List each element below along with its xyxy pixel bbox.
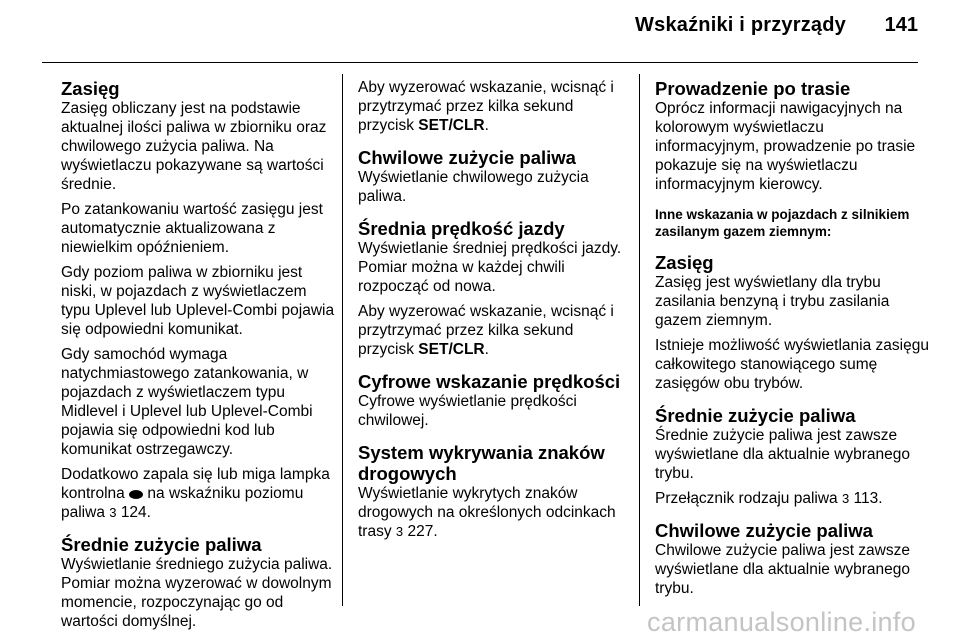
- subheading: Inne wskazania w pojazdach z silnikiem zasilanym gazem ziemnym:: [655, 207, 910, 239]
- column-2: [358, 78, 633, 553]
- section-heading: Prowadzenie po trasie: [655, 78, 851, 99]
- section-cng-note: [655, 206, 930, 240]
- header-title: Wskaźniki i przyrządy: [635, 14, 846, 36]
- column-3: [655, 78, 930, 610]
- page-reference-icon: 3: [841, 491, 850, 506]
- section-instant-consumption: [358, 147, 633, 206]
- page-reference-link[interactable]: 113.: [853, 490, 883, 507]
- paragraph: Wyświetlanie średniej prędkości jazdy. Pomiar można w każdej chwili rozpocząć od nowa.: [358, 240, 622, 295]
- period: .: [484, 341, 489, 358]
- set-clr-button-label: SET/CLR: [418, 341, 485, 358]
- section-heading: Chwilowe zużycie paliwa: [655, 520, 873, 541]
- page-reference-icon: 3: [395, 524, 404, 539]
- section-traffic-sign-assistant: [358, 442, 633, 541]
- section-digital-speed: [358, 371, 633, 430]
- section-cng-instant-consumption: [655, 520, 930, 598]
- section-heading: Zasięg: [61, 78, 120, 99]
- section-heading: Cyfrowe wskazanie prędkości: [358, 371, 621, 392]
- section-heading: Średnie zużycie paliwa: [61, 534, 262, 555]
- page-number: 141: [884, 14, 918, 36]
- column-1: [61, 78, 336, 643]
- paragraph: [358, 78, 633, 135]
- paragraph: Zasięg obliczany jest na podstawie aktualnej ilości paliwa w zbiorniku oraz chwilowego zużycia paliwa. Na wyświetlaczu pokazywane są wartości średnie.: [61, 100, 327, 193]
- paragraph: Istnieje możliwość wyświetlania zasięgu całkowitego stanowiącego sumę zasięgów obu trybów.: [655, 337, 929, 392]
- column-divider: [639, 74, 640, 606]
- watermark: carmanualsonline.info: [647, 607, 916, 637]
- column-divider: [342, 74, 343, 606]
- page-reference-link[interactable]: 227.: [407, 523, 438, 540]
- period: .: [484, 117, 489, 134]
- paragraph: Wyświetlanie średniego zużycia paliwa. Pomiar można wyzerować w dowolnym momencie, rozpoczynając go od wartości domyślnej.: [61, 556, 333, 630]
- paragraph-text: Przełącznik rodzaju paliwa: [655, 490, 838, 507]
- paragraph: [358, 302, 633, 359]
- paragraph: [358, 484, 633, 541]
- section-range: [61, 78, 336, 522]
- section-average-speed: [358, 218, 633, 359]
- paragraph-text: Dodatkowo zapala się lub miga lampka kontrolna: [61, 466, 330, 502]
- paragraph: Po zatankowaniu wartość zasięgu jest automatycznie aktualizowana z niewielkim opóźnieniem.: [61, 201, 323, 256]
- section-route-guidance: [655, 78, 930, 194]
- paragraph: Cyfrowe wyświetlanie prędkości chwilowej.: [358, 393, 577, 429]
- page-reference-link[interactable]: 124.: [120, 504, 151, 521]
- section-heading: Średnie zużycie paliwa: [655, 405, 856, 426]
- paragraph-text: Aby wyzerować wskazanie, wcisnąć i przytrzymać przez kilka sekund przycisk: [358, 303, 614, 358]
- paragraph: [655, 489, 930, 508]
- section-heading: Zasięg: [655, 252, 714, 273]
- header-rule: [42, 62, 918, 63]
- page-reference-icon: 3: [109, 505, 117, 520]
- section-cng-range: [655, 252, 930, 393]
- section-heading: System wykrywania znaków drogowych: [358, 442, 605, 484]
- paragraph: Chwilowe zużycie paliwa jest zawsze wyświetlane dla aktualnie wybranego trybu.: [655, 542, 911, 597]
- paragraph: Gdy samochód wymaga natychmiastowego zatankowania, w pojazdach z wyświetlaczem typu Midlevel i Uplevel lub Uplevel-Combi pojawia się odpowiedni kod lub komunikat ostrzegawczy.: [61, 346, 313, 458]
- section-cng-average-consumption: [655, 405, 930, 508]
- paragraph: Zasięg jest wyświetlany dla trybu zasilania benzyną i trybu zasilania gazem ziemnym.: [655, 274, 890, 329]
- set-clr-button-label: SET/CLR: [418, 117, 485, 134]
- paragraph: [61, 465, 336, 522]
- paragraph: Wyświetlanie chwilowego zużycia paliwa.: [358, 169, 589, 205]
- fuel-warning-lamp-icon: [129, 490, 143, 499]
- paragraph: Średnie zużycie paliwa jest zawsze wyświetlane dla aktualnie wybranego trybu.: [655, 427, 911, 482]
- section-average-consumption: [61, 534, 336, 631]
- paragraph-text: Aby wyzerować wskazanie, wcisnąć i przytrzymać przez kilka sekund przycisk: [358, 79, 614, 134]
- paragraph: Gdy poziom paliwa w zbiorniku jest niski, w pojazdach z wyświetlaczem typu Uplevel lub Uplevel-Combi pojawia się odpowiedni komunikat.: [61, 264, 335, 338]
- paragraph-text: Wyświetlanie wykrytych znaków drogowych na określonych odcinkach trasy: [358, 485, 616, 540]
- section-heading: Chwilowe zużycie paliwa: [358, 147, 576, 168]
- paragraph-text: na wskaźniku poziomu paliwa: [61, 485, 304, 521]
- section-reset-instruction: [358, 78, 633, 135]
- section-heading: Średnia prędkość jazdy: [358, 218, 565, 239]
- paragraph: Oprócz informacji nawigacyjnych na kolorowym wyświetlaczu informacyjnym, prowadzenie po trasie pokazuje się na wyświetlaczu informacyjnym kierowcy.: [655, 100, 916, 193]
